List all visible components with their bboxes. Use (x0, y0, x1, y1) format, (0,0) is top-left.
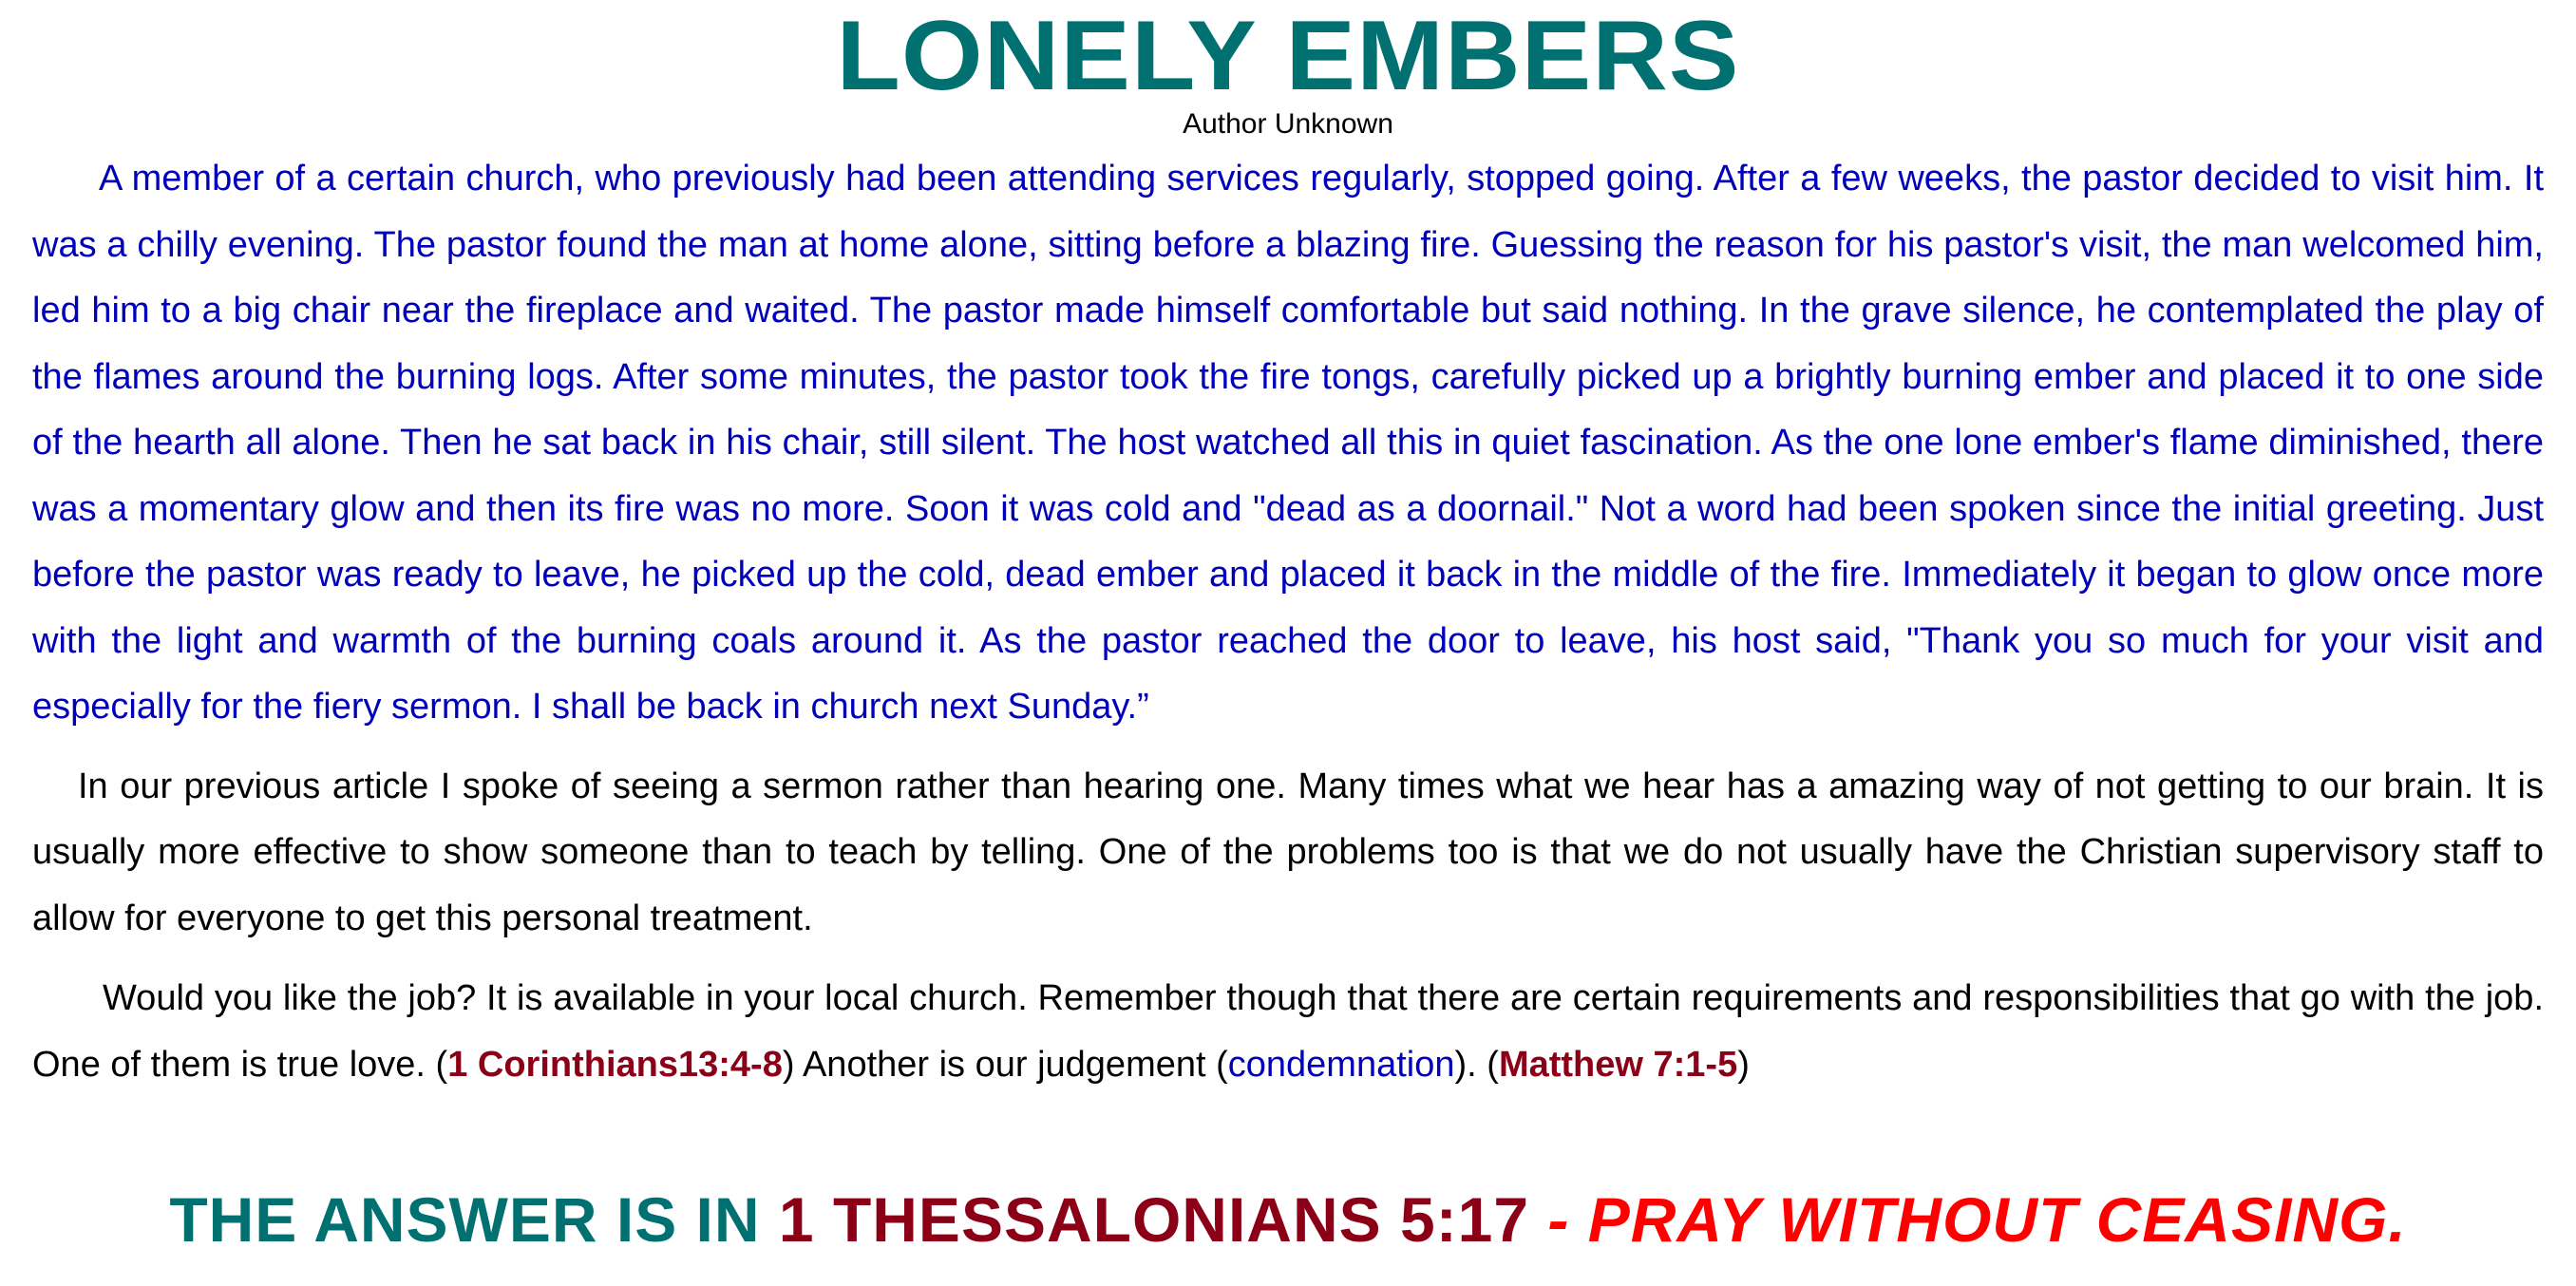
page-title: LONELY EMBERS (836, 1, 1740, 111)
answer-scripture-reference[interactable]: 1 THESSALONIANS 5:17 (778, 1184, 1530, 1255)
paragraph-3-text-middle-2: ). ( (1454, 1044, 1499, 1085)
answer-banner (0, 1182, 2576, 1258)
paragraph-3-text-middle: ) Another is our judgement ( (782, 1044, 1228, 1085)
answer-part-1: THE ANSWER IS IN (169, 1184, 779, 1255)
document-page (32, 0, 2544, 1098)
scripture-link-corinthians[interactable]: 1 Corinthians13:4-8 (447, 1044, 783, 1085)
author-line: Author Unknown (1183, 108, 1393, 140)
condemnation-link[interactable]: condemnation (1227, 1044, 1455, 1085)
story-paragraph: A member of a certain church, who previously had been attending services regularly, stopped going. After a few weeks, the pastor decided to visit him. It was a chilly evening. The pastor found the man at home alone, sitting before a blazing fire. Guessing the reason for his pastor's visit, the man welcomed him, led him to a big chair near the fireplace and waited. The pastor made himself comfortable but said nothing. In the grave silence, he contemplated the play of the flames around the burning logs. After some minutes, the pastor took the fire tongs, carefully picked up a brightly burning ember and placed it to one side of the hearth all alone. Then he sat back in his chair, still silent. The host watched all this in quiet fascination. As the one lone ember's flame diminished, there was a momentary glow and then its fire was no more. Soon it was cold and "dead as a doornail." Not a word had been spoken since the initial greeting. Just before the pastor was ready to leave, he picked up the cold, dead ember and placed it back in the middle of the fire. Immediately it began to glow once more with the light and warmth of the burning coals around it. As the pastor reached the door to leave, his host said, "Thank you so much for your visit and especially for the fiery sermon. I shall be back in church next Sunday.” (32, 159, 2544, 727)
body-paragraph-3 (32, 966, 2544, 1098)
paragraph-3-text-before: Would you like the job? It is available in your local church. Remember though that there are certain requirements and responsibilities that go with the job. One of them is true love. ( (32, 978, 2544, 1085)
answer-part-3: - PRAY WITHOUT CEASING. (1529, 1184, 2407, 1255)
paragraph-3-text-after: ) (1737, 1044, 1750, 1085)
scripture-link-matthew[interactable]: Matthew 7:1-5 (1498, 1044, 1738, 1085)
body-paragraph-2: In our previous article I spoke of seeing a sermon rather than hearing one. Many times what we hear has a amazing way of not getting to our brain. It is usually more effective to show someone than to teach by telling. One of the problems too is that we do not usually have the Christian supervisory staff to allow for everyone to get this personal treatment. (32, 766, 2544, 938)
